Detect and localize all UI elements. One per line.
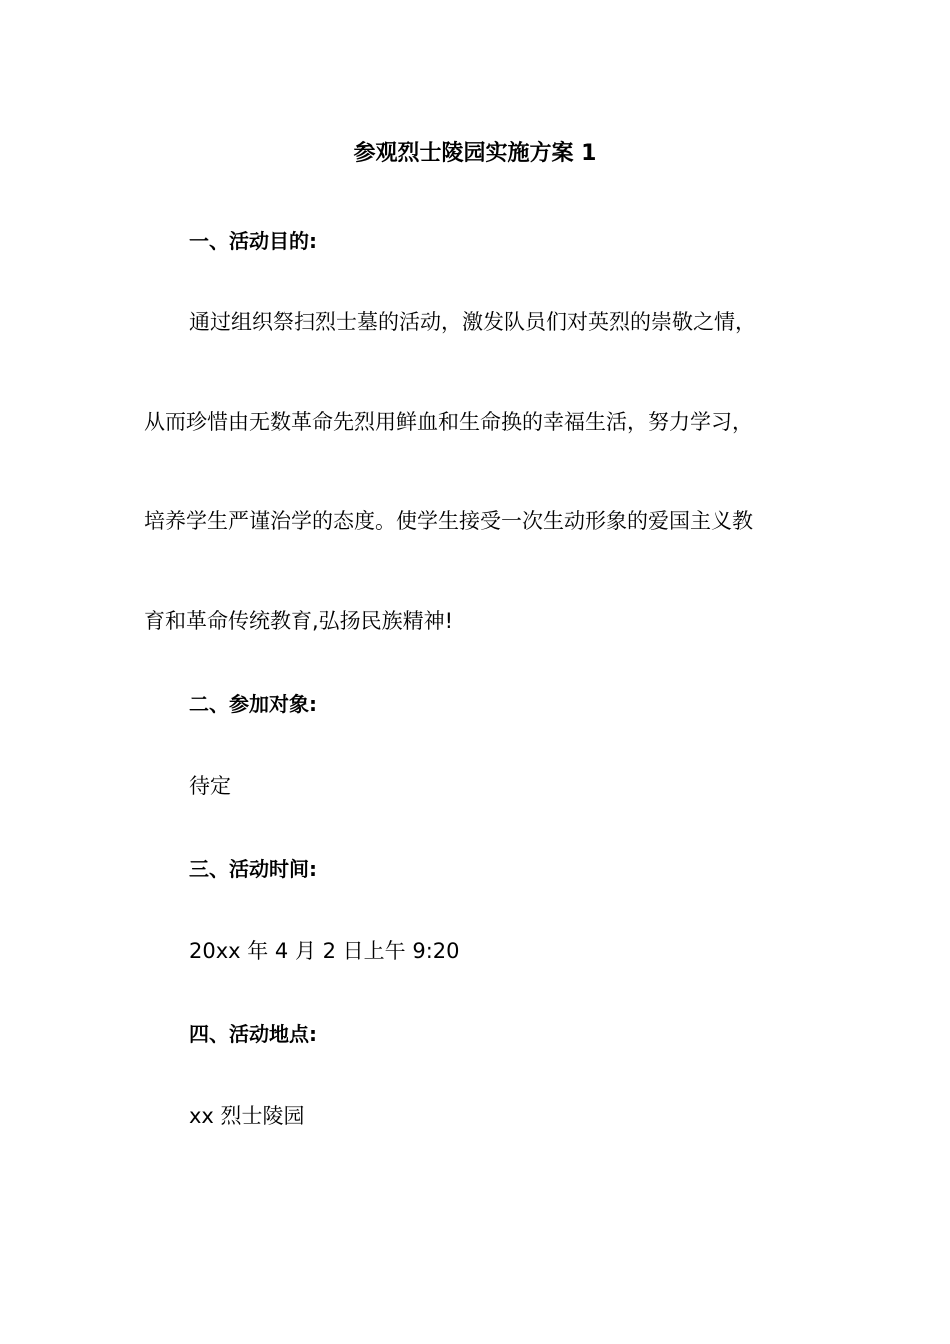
section-heading-time: 三、活动时间: bbox=[189, 857, 317, 881]
participants-value: 待定 bbox=[189, 774, 231, 798]
paragraph-line: 通过组织祭扫烈士墓的活动，激发队员们对英烈的崇敬之情， bbox=[189, 310, 756, 334]
paragraph-line: 培养学生严谨治学的态度。使学生接受一次生动形象的爱国主义教 bbox=[144, 509, 753, 533]
time-value: 20xx 年 4 月 2 日上午 9:20 bbox=[189, 939, 460, 963]
section-heading-location: 四、活动地点: bbox=[189, 1022, 317, 1046]
document-title: 参观烈士陵园实施方案 1 bbox=[353, 141, 597, 166]
location-value: xx 烈士陵园 bbox=[189, 1104, 305, 1128]
section-heading-purpose: 一、活动目的: bbox=[189, 229, 317, 253]
paragraph-line: 育和革命传统教育,弘扬民族精神! bbox=[144, 609, 454, 633]
paragraph-line: 从而珍惜由无数革命先烈用鲜血和生命换的幸福生活，努力学习， bbox=[144, 410, 753, 434]
section-heading-participants: 二、参加对象: bbox=[189, 692, 317, 716]
